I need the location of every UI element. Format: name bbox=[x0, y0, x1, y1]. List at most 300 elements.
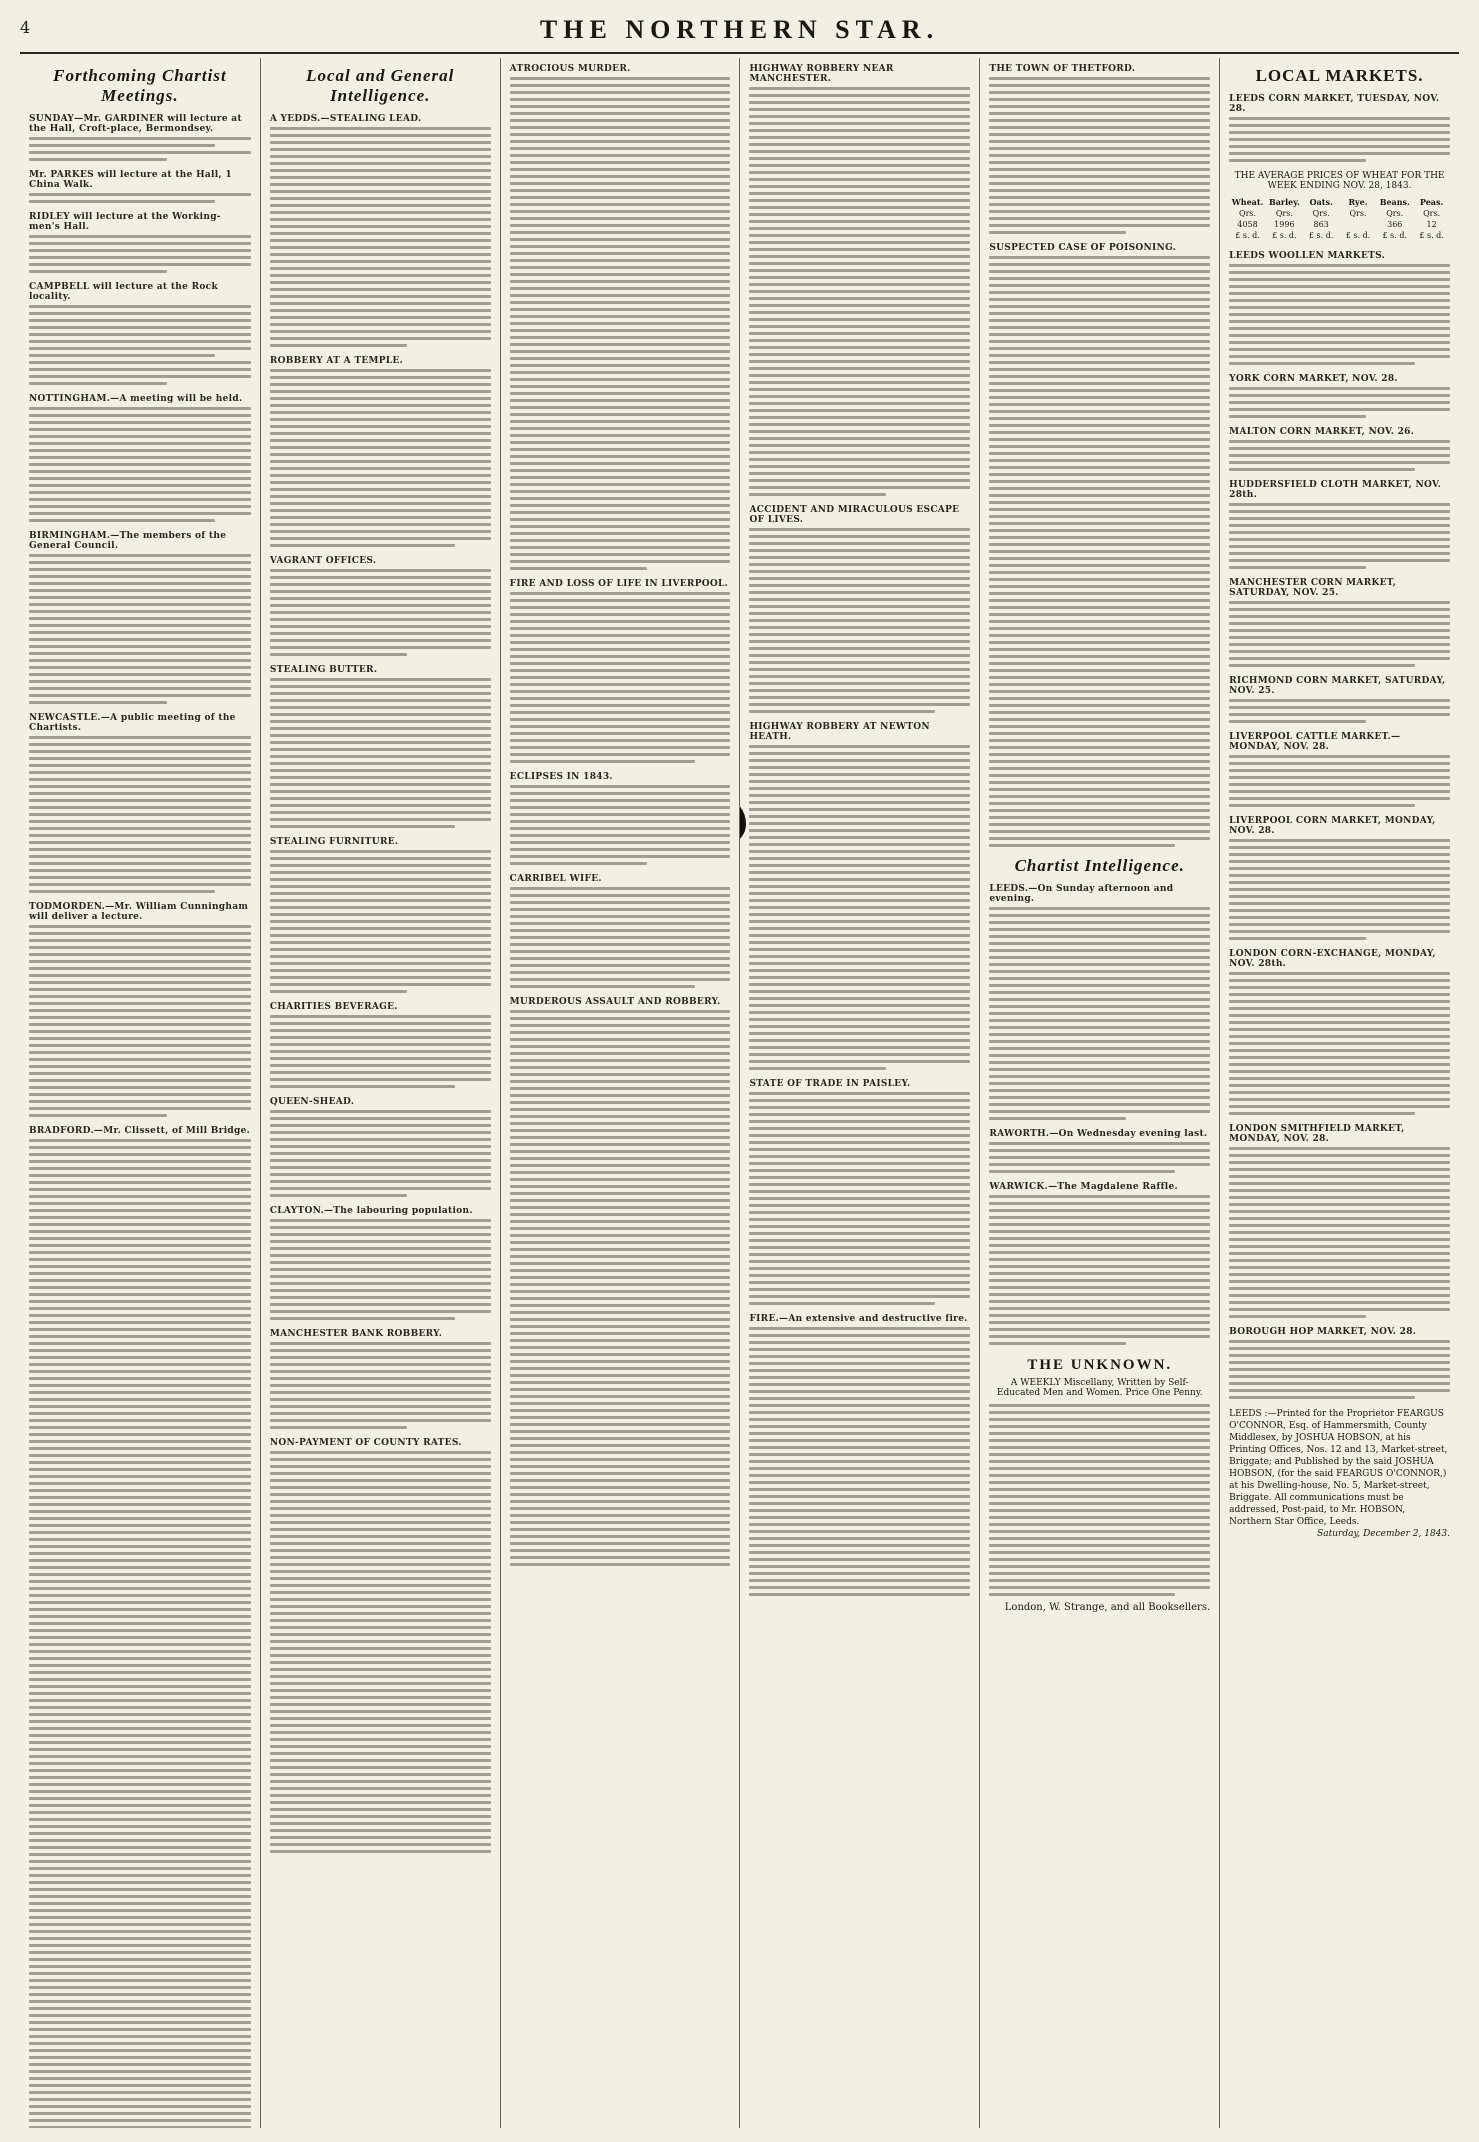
text-line bbox=[510, 385, 731, 388]
text-line bbox=[749, 570, 970, 573]
text-line bbox=[510, 1206, 731, 1209]
text-line bbox=[270, 1110, 491, 1113]
text-line bbox=[1229, 720, 1366, 723]
text-line bbox=[510, 364, 731, 367]
text-line bbox=[270, 530, 491, 533]
text-line bbox=[510, 1283, 731, 1286]
text-line bbox=[510, 441, 731, 444]
text-line bbox=[510, 126, 731, 129]
text-line bbox=[270, 1843, 491, 1846]
text-line bbox=[749, 1586, 970, 1589]
text-line bbox=[270, 1640, 491, 1643]
text-line bbox=[749, 297, 970, 300]
text-line bbox=[989, 1537, 1210, 1540]
text-line bbox=[29, 813, 251, 816]
text-line bbox=[270, 1563, 491, 1566]
text-line bbox=[749, 1267, 970, 1270]
text-line bbox=[1229, 1042, 1450, 1045]
text-line bbox=[989, 1170, 1174, 1173]
text-line bbox=[270, 1377, 491, 1380]
text-line bbox=[510, 785, 731, 788]
text-line bbox=[989, 683, 1210, 686]
text-line bbox=[510, 1192, 731, 1195]
text-line bbox=[510, 455, 731, 458]
text-line bbox=[270, 734, 491, 737]
text-line bbox=[749, 1302, 935, 1305]
text-line bbox=[510, 606, 731, 609]
text-line bbox=[29, 1496, 251, 1499]
text-line bbox=[749, 101, 970, 104]
text-line bbox=[29, 1888, 251, 1891]
text-line bbox=[510, 329, 731, 332]
text-line bbox=[1229, 650, 1450, 653]
text-line bbox=[1229, 1077, 1450, 1080]
article-lead: MURDEROUS ASSAULT AND ROBBERY. bbox=[509, 997, 721, 1007]
text-line bbox=[29, 764, 251, 767]
text-line bbox=[270, 169, 491, 172]
text-line bbox=[989, 844, 1174, 847]
text-line bbox=[989, 1089, 1210, 1092]
text-line bbox=[29, 1002, 251, 1005]
text-line bbox=[1229, 867, 1450, 870]
text-line bbox=[270, 1612, 491, 1615]
text-line bbox=[510, 813, 731, 816]
text-line bbox=[1229, 278, 1450, 281]
text-line bbox=[510, 834, 731, 837]
text-line bbox=[1229, 1238, 1450, 1241]
text-line bbox=[270, 1486, 491, 1489]
text-line bbox=[749, 1113, 970, 1116]
price-cell: Qrs. bbox=[1349, 209, 1367, 218]
text-line bbox=[29, 652, 251, 655]
text-line bbox=[29, 995, 251, 998]
text-line bbox=[270, 899, 491, 902]
text-line bbox=[270, 906, 491, 909]
text-line bbox=[510, 887, 731, 890]
text-line bbox=[989, 196, 1210, 199]
text-line bbox=[29, 561, 251, 564]
advertisement bbox=[989, 1357, 1210, 1613]
text-line bbox=[510, 894, 731, 897]
price-table-header bbox=[1229, 197, 1450, 208]
article-block bbox=[749, 64, 970, 496]
text-line bbox=[29, 1079, 251, 1082]
article-lead: ATROCIOUS MURDER. bbox=[509, 64, 631, 74]
text-line bbox=[989, 382, 1210, 385]
text-line bbox=[29, 1657, 251, 1660]
article-block bbox=[270, 114, 491, 347]
text-line bbox=[1229, 566, 1366, 569]
text-line bbox=[270, 1078, 491, 1081]
text-line bbox=[270, 604, 491, 607]
text-line bbox=[29, 820, 251, 823]
text-line bbox=[510, 676, 731, 679]
article-block bbox=[1229, 251, 1450, 365]
text-line bbox=[1229, 937, 1366, 940]
text-line bbox=[1229, 1098, 1450, 1101]
text-line bbox=[270, 1384, 491, 1387]
text-line bbox=[29, 1412, 251, 1415]
text-line bbox=[270, 1710, 491, 1713]
text-line bbox=[989, 1474, 1210, 1477]
text-line bbox=[29, 1629, 251, 1632]
text-line bbox=[510, 336, 731, 339]
text-line bbox=[749, 710, 935, 713]
text-line bbox=[29, 319, 251, 322]
column-grid bbox=[20, 58, 1459, 2128]
text-line bbox=[29, 1107, 251, 1110]
text-line bbox=[749, 150, 970, 153]
text-line bbox=[989, 1523, 1210, 1526]
text-line bbox=[989, 438, 1210, 441]
text-line bbox=[270, 1731, 491, 1734]
article-block bbox=[29, 212, 251, 273]
text-line bbox=[989, 935, 1210, 938]
text-line bbox=[989, 1272, 1210, 1275]
text-line bbox=[270, 1261, 491, 1264]
text-line bbox=[270, 1064, 491, 1067]
text-line bbox=[510, 476, 731, 479]
text-line bbox=[989, 1418, 1210, 1421]
text-line bbox=[29, 1811, 251, 1814]
text-line bbox=[270, 885, 491, 888]
text-line bbox=[29, 1093, 251, 1096]
text-line bbox=[989, 1040, 1210, 1043]
text-line bbox=[749, 1572, 970, 1575]
text-line bbox=[510, 1332, 731, 1335]
text-line bbox=[270, 583, 491, 586]
text-line bbox=[270, 383, 491, 386]
text-line bbox=[510, 1360, 731, 1363]
advert-footer: London, W. Strange, and all Booksellers. bbox=[1004, 1602, 1211, 1613]
text-line bbox=[989, 119, 1210, 122]
text-line bbox=[989, 1251, 1210, 1254]
text-line bbox=[989, 1054, 1210, 1057]
text-line bbox=[749, 171, 970, 174]
text-line bbox=[989, 284, 1210, 287]
text-line bbox=[29, 1146, 251, 1149]
column-6 bbox=[1219, 58, 1459, 2128]
text-line bbox=[29, 1230, 251, 1233]
text-line bbox=[510, 98, 731, 101]
text-line bbox=[1229, 972, 1450, 975]
text-line bbox=[1229, 313, 1450, 316]
article-lead: HIGHWAY ROBBERY AT NEWTON HEATH. bbox=[749, 722, 930, 742]
text-line bbox=[270, 1703, 491, 1706]
text-line bbox=[989, 224, 1210, 227]
text-line bbox=[510, 1402, 731, 1405]
article-lead: BOROUGH HOP MARKET, NOV. 28. bbox=[1229, 1327, 1417, 1337]
text-line bbox=[270, 955, 491, 958]
article-lead: NON-PAYMENT OF COUNTY RATES. bbox=[269, 1438, 462, 1448]
text-line bbox=[270, 1131, 491, 1134]
text-line bbox=[29, 1202, 251, 1205]
text-line bbox=[270, 544, 455, 547]
text-line bbox=[749, 346, 970, 349]
text-line bbox=[989, 515, 1210, 518]
article-lead: LONDON SMITHFIELD MARKET, MONDAY, NOV. 28. bbox=[1229, 1124, 1405, 1144]
text-line bbox=[270, 1647, 491, 1650]
article-lead: CHARITIES BEVERAGE. bbox=[269, 1002, 398, 1012]
text-line bbox=[510, 77, 731, 80]
text-line bbox=[270, 1398, 491, 1401]
text-line bbox=[510, 210, 731, 213]
text-line bbox=[989, 970, 1210, 973]
article-lead: CAMPBELL will lecture at the Rock locality. bbox=[29, 282, 218, 302]
text-line bbox=[749, 234, 970, 237]
text-line bbox=[29, 1037, 251, 1040]
text-line bbox=[510, 259, 731, 262]
text-line bbox=[270, 148, 491, 151]
text-line bbox=[510, 511, 731, 514]
article-lead: A YEDDS.—STEALING LEAD. bbox=[269, 114, 422, 124]
text-line bbox=[1229, 461, 1450, 464]
text-line bbox=[29, 1594, 251, 1597]
text-line bbox=[270, 927, 491, 930]
text-line bbox=[510, 196, 731, 199]
text-line bbox=[29, 193, 251, 196]
text-line bbox=[749, 1046, 970, 1049]
text-line bbox=[749, 983, 970, 986]
article-block bbox=[510, 64, 731, 570]
text-line bbox=[1229, 1091, 1450, 1094]
text-line bbox=[1229, 860, 1450, 863]
text-line bbox=[29, 631, 251, 634]
text-line bbox=[510, 490, 731, 493]
text-line bbox=[989, 473, 1210, 476]
text-line bbox=[1229, 909, 1450, 912]
text-line bbox=[989, 739, 1210, 742]
text-line bbox=[989, 270, 1210, 273]
text-line bbox=[510, 1234, 731, 1237]
article-block bbox=[270, 556, 491, 656]
text-line bbox=[1229, 552, 1450, 555]
text-line bbox=[749, 1169, 970, 1172]
article-block bbox=[29, 170, 251, 203]
price-table-units bbox=[1229, 208, 1450, 219]
text-line bbox=[749, 262, 970, 265]
text-line bbox=[29, 1650, 251, 1653]
text-line bbox=[29, 235, 251, 238]
text-line bbox=[989, 1544, 1210, 1547]
text-line bbox=[989, 396, 1210, 399]
text-line bbox=[1229, 1245, 1450, 1248]
article-lead: RAWORTH.—On Wednesday evening last. bbox=[989, 1129, 1208, 1139]
text-line bbox=[989, 1530, 1210, 1533]
text-line bbox=[270, 576, 491, 579]
article-lead: FIRE.—An extensive and destructive fire. bbox=[749, 1314, 968, 1324]
text-line bbox=[29, 1965, 251, 1968]
text-line bbox=[989, 767, 1210, 770]
text-line bbox=[270, 467, 491, 470]
text-line bbox=[749, 1239, 970, 1242]
text-line bbox=[270, 769, 491, 772]
text-line bbox=[510, 560, 731, 563]
text-line bbox=[989, 753, 1210, 756]
text-line bbox=[989, 126, 1210, 129]
text-line bbox=[510, 929, 731, 932]
text-line bbox=[1229, 769, 1450, 772]
text-line bbox=[510, 1297, 731, 1300]
article-lead: NEWCASTLE.—A public meeting of the Chartists. bbox=[29, 713, 236, 733]
text-line bbox=[989, 1321, 1210, 1324]
text-line bbox=[29, 771, 251, 774]
text-line bbox=[989, 956, 1210, 959]
page-number: 4 bbox=[20, 18, 31, 37]
text-line bbox=[270, 1619, 491, 1622]
text-line bbox=[29, 701, 167, 704]
text-line bbox=[29, 645, 251, 648]
text-line bbox=[749, 1246, 970, 1249]
text-line bbox=[270, 1535, 491, 1538]
text-line bbox=[989, 578, 1210, 581]
text-line bbox=[510, 683, 731, 686]
text-line bbox=[510, 855, 731, 858]
text-line bbox=[29, 2049, 251, 2052]
text-line bbox=[29, 1839, 251, 1842]
text-line bbox=[749, 122, 970, 125]
text-line bbox=[749, 913, 970, 916]
text-line bbox=[749, 241, 970, 244]
text-line bbox=[510, 371, 731, 374]
text-line bbox=[270, 288, 491, 291]
text-line bbox=[510, 1563, 731, 1566]
text-line bbox=[29, 1874, 251, 1877]
text-line bbox=[1229, 538, 1450, 541]
text-line bbox=[270, 225, 491, 228]
text-line bbox=[749, 290, 970, 293]
text-line bbox=[270, 1850, 491, 1853]
text-line bbox=[29, 1279, 251, 1282]
text-line bbox=[270, 1661, 491, 1664]
text-line bbox=[510, 301, 731, 304]
text-line bbox=[749, 493, 886, 496]
article-lead: CLAYTON.—The labouring population. bbox=[269, 1206, 473, 1216]
text-line bbox=[29, 1181, 251, 1184]
text-line bbox=[29, 1216, 251, 1219]
text-line bbox=[989, 98, 1210, 101]
text-line bbox=[749, 906, 970, 909]
text-line bbox=[510, 662, 731, 665]
text-line bbox=[749, 619, 970, 622]
text-line bbox=[989, 634, 1210, 637]
text-line bbox=[29, 1405, 251, 1408]
text-line bbox=[29, 1363, 251, 1366]
text-line bbox=[749, 402, 970, 405]
text-line bbox=[29, 491, 251, 494]
text-line bbox=[270, 1451, 491, 1454]
text-line bbox=[1229, 762, 1450, 765]
text-line bbox=[29, 1678, 251, 1681]
text-line bbox=[29, 988, 251, 991]
article-block bbox=[29, 282, 251, 385]
price-cell: £ s. d. bbox=[1308, 231, 1334, 240]
text-line bbox=[749, 647, 970, 650]
text-line bbox=[749, 1197, 970, 1200]
text-line bbox=[1229, 1266, 1450, 1269]
text-line bbox=[29, 456, 251, 459]
text-line bbox=[749, 283, 970, 286]
text-line bbox=[29, 1762, 251, 1765]
text-line bbox=[510, 1542, 731, 1545]
text-line bbox=[510, 1409, 731, 1412]
text-line bbox=[270, 1556, 491, 1559]
text-line bbox=[510, 1528, 731, 1531]
text-line bbox=[1229, 1147, 1450, 1150]
text-line bbox=[989, 641, 1210, 644]
text-line bbox=[270, 818, 491, 821]
text-line bbox=[989, 1258, 1210, 1261]
text-line bbox=[270, 1465, 491, 1468]
text-line bbox=[270, 1836, 491, 1839]
text-line bbox=[29, 2105, 251, 2108]
text-line bbox=[29, 680, 251, 683]
text-line bbox=[749, 1383, 970, 1386]
text-line bbox=[989, 1293, 1210, 1296]
text-line bbox=[29, 2119, 251, 2122]
article-block bbox=[749, 1079, 970, 1305]
text-line bbox=[749, 1295, 970, 1298]
text-line bbox=[270, 1419, 491, 1422]
text-line bbox=[989, 1593, 1174, 1596]
text-line bbox=[270, 1356, 491, 1359]
article-block bbox=[749, 722, 970, 1070]
text-line bbox=[749, 1509, 970, 1512]
text-line bbox=[1229, 348, 1450, 351]
text-line bbox=[270, 569, 491, 572]
text-line bbox=[1229, 1231, 1450, 1234]
text-line bbox=[1229, 299, 1450, 302]
text-line bbox=[29, 1167, 251, 1170]
text-line bbox=[29, 1972, 251, 1975]
text-line bbox=[29, 1251, 251, 1254]
text-line bbox=[749, 1453, 970, 1456]
text-line bbox=[510, 978, 731, 981]
text-line bbox=[749, 885, 970, 888]
text-line bbox=[270, 1745, 491, 1748]
article-block bbox=[749, 1314, 970, 1596]
text-line bbox=[1229, 1375, 1450, 1378]
text-line bbox=[510, 901, 731, 904]
text-line bbox=[270, 1226, 491, 1229]
text-line bbox=[270, 516, 491, 519]
text-line bbox=[270, 804, 491, 807]
text-line bbox=[1229, 1084, 1450, 1087]
text-line bbox=[989, 277, 1210, 280]
text-line bbox=[1229, 1154, 1450, 1157]
text-line bbox=[270, 1173, 491, 1176]
text-line bbox=[989, 333, 1210, 336]
text-line bbox=[989, 189, 1210, 192]
text-line bbox=[510, 1171, 731, 1174]
price-cell: Qrs. bbox=[1239, 209, 1257, 218]
text-line bbox=[29, 1622, 251, 1625]
text-line bbox=[29, 981, 251, 984]
text-line bbox=[1229, 1280, 1450, 1283]
text-line bbox=[749, 542, 970, 545]
text-line bbox=[270, 302, 491, 305]
text-line bbox=[1229, 1340, 1450, 1343]
text-line bbox=[989, 613, 1210, 616]
text-line bbox=[510, 1108, 731, 1111]
text-line bbox=[270, 460, 491, 463]
text-line bbox=[749, 661, 970, 664]
text-line bbox=[989, 571, 1210, 574]
text-line bbox=[510, 1094, 731, 1097]
text-line bbox=[749, 1551, 970, 1554]
text-line bbox=[510, 1507, 731, 1510]
text-line bbox=[510, 599, 731, 602]
